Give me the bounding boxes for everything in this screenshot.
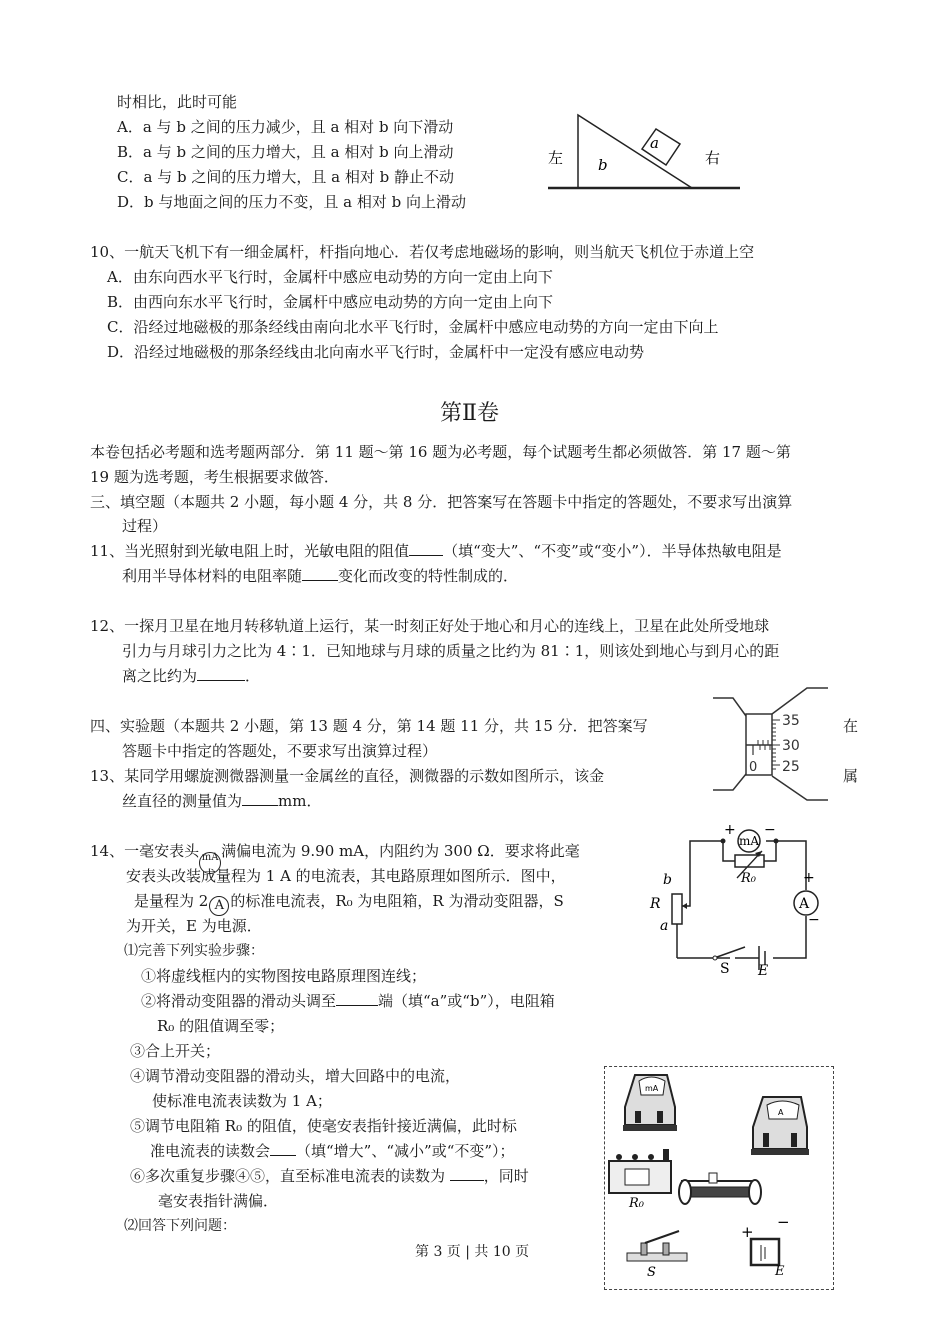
q14-step2 [141, 989, 555, 1014]
answer-blank[interactable] [450, 1164, 484, 1181]
option-text: a 与 b 之间的压力增大，且 a 相对 b 静止不动 [143, 168, 454, 186]
q14-text: ，同时 [483, 1167, 529, 1185]
circuit-R-label: R [650, 896, 661, 912]
scale-label-25: 25 [782, 759, 800, 775]
svg-text:R₀: R₀ [629, 1196, 644, 1211]
option-label: A． [107, 268, 133, 286]
svg-text:S: S [647, 1265, 656, 1280]
apparatus-drawing [605, 1067, 833, 1289]
q14-step5: ⑤调节电阻箱 R₀ 的阻值，使毫安表指针接近满偏，此时标 [130, 1117, 517, 1135]
option-label: D． [107, 343, 135, 361]
circuit-a-label: a [660, 918, 669, 934]
q14-step5-cont [150, 1139, 515, 1164]
option-text: a 与 b 之间的压力增大，且 a 相对 b 向上滑动 [143, 143, 454, 161]
q14-text: ②将滑动变阻器的滑动头调至 [141, 992, 337, 1010]
circuit-b-label: b [663, 872, 672, 888]
q12-text: 离之比约为 [122, 667, 198, 685]
answer-blank[interactable] [302, 564, 338, 581]
q14-line2: 安表头改装成量程为 1 A 的电流表，其电路原理如图所示．图中， [126, 867, 566, 885]
q11-line1 [90, 539, 782, 564]
experiment-header-line1-end: 在 [843, 717, 859, 735]
ammeter-icon: A [209, 896, 229, 916]
resistance-box-icon [609, 1149, 671, 1211]
q9-option-a [117, 115, 453, 140]
milliammeter-icon: mA [199, 852, 221, 874]
option-label: A． [117, 118, 143, 136]
q14-step3: ③合上开关； [130, 1042, 221, 1060]
answer-blank[interactable] [242, 789, 278, 806]
section-title: 第Ⅱ卷 [440, 401, 499, 426]
q9-stem-end: 时相比，此时可能 [117, 93, 238, 111]
q14-text: ⑥多次重复步骤④⑤，直至标准电流表的读数为 [130, 1167, 446, 1185]
q14-text: 14、一毫安表头 [90, 842, 200, 860]
q10-option-a [107, 265, 553, 290]
rheostat-device-icon [679, 1173, 761, 1204]
experiment-header-line2: 答题卡中指定的答题处，不要求写出演算过程） [122, 742, 438, 760]
q11-text: 变化而改变的特性制成的． [338, 567, 519, 585]
q13-text: 丝直径的测量值为 [122, 792, 243, 810]
q14-line4: 为开关，E 为电源． [126, 917, 262, 935]
q14-step4: ④调节滑动变阻器的滑动头，增大回路中的电流， [130, 1067, 461, 1085]
milliammeter-device-icon [623, 1075, 677, 1131]
svg-text:+: + [741, 1223, 754, 1241]
fill-blank-header-line2: 过程） [122, 517, 168, 535]
option-text: b 与地面之间的压力不变，且 a 相对 b 向上滑动 [144, 193, 467, 211]
fill-blank-header-line1: 三、填空题（本题共 2 小题，每小题 4 分，共 8 分．把答案写在答题卡中指定的答题处，不要求写出演算 [90, 493, 793, 511]
svg-text:mA: mA [645, 1084, 659, 1093]
q14-part2-title: ⑵回答下列问题： [124, 1218, 236, 1234]
option-text: 沿经过地磁极的那条经线由北向南水平飞行时，金属杆中一定没有感应电动势 [134, 343, 645, 361]
circuit-plus-A: + [803, 870, 815, 886]
circuit-minus-mA: − [764, 822, 776, 838]
q13-text: mm． [278, 792, 322, 810]
svg-text:−: − [777, 1213, 790, 1231]
q14-text: 准电流表的读数会 [150, 1142, 271, 1160]
switch-device-icon [627, 1231, 687, 1280]
right-label: 右 [705, 149, 721, 167]
q14-text: 的标准电流表，R₀ 为电阻箱，R 为滑动变阻器，S [230, 892, 564, 910]
q11-text: 11、当光照射到光敏电阻上时，光敏电阻的阻值 [90, 542, 410, 560]
option-label: C． [117, 168, 144, 186]
q14-text: 是量程为 2 [134, 892, 209, 910]
q11-line2 [122, 564, 518, 589]
q10-option-d [107, 340, 644, 365]
answer-blank[interactable] [409, 539, 443, 556]
circuit-diagram [645, 818, 840, 978]
circuit-plus-mA: + [724, 822, 736, 838]
q13-line2 [122, 789, 321, 814]
q14-text: 满偏电流为 9.90 mA，内阻约为 300 Ω．要求将此毫 [221, 842, 580, 860]
q14-part1-title: ⑴完善下列实验步骤： [124, 943, 264, 959]
q10-option-b [107, 290, 553, 315]
option-label: B． [107, 293, 134, 311]
svg-text:A: A [778, 1108, 784, 1117]
circuit-S-label: S [720, 961, 730, 977]
q12-line1: 12、一探月卫星在地月转移轨道上运行，某一时刻正好处于地心和月心的连线上，卫星在此处所受地球 [90, 617, 770, 635]
scale-label-30: 30 [782, 738, 800, 754]
wedge-b-label: b [598, 156, 608, 174]
answer-blank[interactable] [270, 1139, 296, 1156]
section-intro-line2: 19 题为选考题，考生根据要求做答． [90, 468, 339, 486]
section-intro-line1: 本卷包括必考题和选考题两部分．第 11 题～第 16 题为必考题，每个试题考生都必须做答．第 17 题～第 [90, 443, 791, 461]
block-a-label: a [650, 134, 659, 152]
circuit-E-label: E [758, 963, 769, 978]
answer-blank[interactable] [197, 664, 245, 681]
q11-text: （填“变大”、“不变”或“变小”）．半导体热敏电阻是 [443, 542, 782, 560]
q13-line1-end: 属 [843, 767, 859, 785]
circuit-minus-A: − [808, 912, 820, 928]
q14-step6 [130, 1164, 529, 1189]
q12-line2: 引力与月球引力之比为 4∶1．已知地球与月球的质量之比约为 81∶1，则该处到地心与到月心的距 [122, 642, 780, 660]
q14-step4-cont: 使标准电流表读数为 1 A； [152, 1092, 332, 1110]
q12-line3 [122, 664, 260, 689]
q14-text: （填“增大”、“减小”或“不变”）； [296, 1142, 515, 1160]
q14-text: 端（填“a”或“b”），电阻箱 [378, 992, 555, 1010]
option-text: 沿经过地磁极的那条经线由南向北水平飞行时，金属杆中感应电动势的方向一定由下向上 [133, 318, 719, 336]
q12-text: ． [245, 667, 261, 685]
q9-option-c [117, 165, 454, 190]
page-number: 第 3 页 | 共 10 页 [415, 1244, 530, 1260]
q14-step2-cont: R₀ 的阻值调至零； [157, 1017, 285, 1035]
option-label: B． [117, 143, 144, 161]
micrometer-figure [710, 685, 835, 805]
q9-option-b [117, 140, 454, 165]
incline-figure [540, 108, 750, 193]
option-text: a 与 b 之间的压力减少，且 a 相对 b 向下滑动 [142, 118, 454, 136]
svg-text:E: E [775, 1264, 785, 1279]
answer-blank[interactable] [336, 989, 378, 1006]
circuit-mA-label: mA [739, 834, 760, 848]
q10-stem: 10、一航天飞机下有一细金属杆，杆指向地心．若仅考虑地磁场的影响，则当航天飞机位于赤道上空 [90, 243, 755, 261]
q10-option-c [107, 315, 719, 340]
q11-text: 利用半导体材料的电阻率随 [122, 567, 303, 585]
circuit-A-label: A [799, 896, 810, 912]
q9-option-d [117, 190, 466, 215]
q13-line1: 13、某同学用螺旋测微器测量一金属丝的直径，测微器的示数如图所示，该金 [90, 767, 605, 785]
ammeter-device-icon [751, 1097, 809, 1155]
circuit-R0-label: R₀ [741, 871, 756, 886]
apparatus-box [604, 1066, 834, 1290]
q14-line3 [134, 889, 564, 916]
option-label: D． [117, 193, 145, 211]
option-text: 由西向东水平飞行时，金属杆中感应电动势的方向一定由上向下 [133, 293, 554, 311]
q14-step1: ①将虚线框内的实物图按电路原理图连线； [141, 967, 427, 985]
left-label: 左 [548, 149, 564, 167]
q14-step6-cont: 毫安表指针满偏． [158, 1192, 279, 1210]
scale-label-35: 35 [782, 713, 800, 729]
main-scale-zero: 0 [749, 760, 758, 775]
battery-device-icon [741, 1213, 790, 1279]
option-text: 由东向西水平飞行时，金属杆中感应电动势的方向一定由上向下 [132, 268, 553, 286]
experiment-header-line1: 四、实验题（本题共 2 小题，第 13 题 4 分，第 14 题 11 分，共 15 分．把答案写 [90, 717, 648, 735]
option-label: C． [107, 318, 134, 336]
